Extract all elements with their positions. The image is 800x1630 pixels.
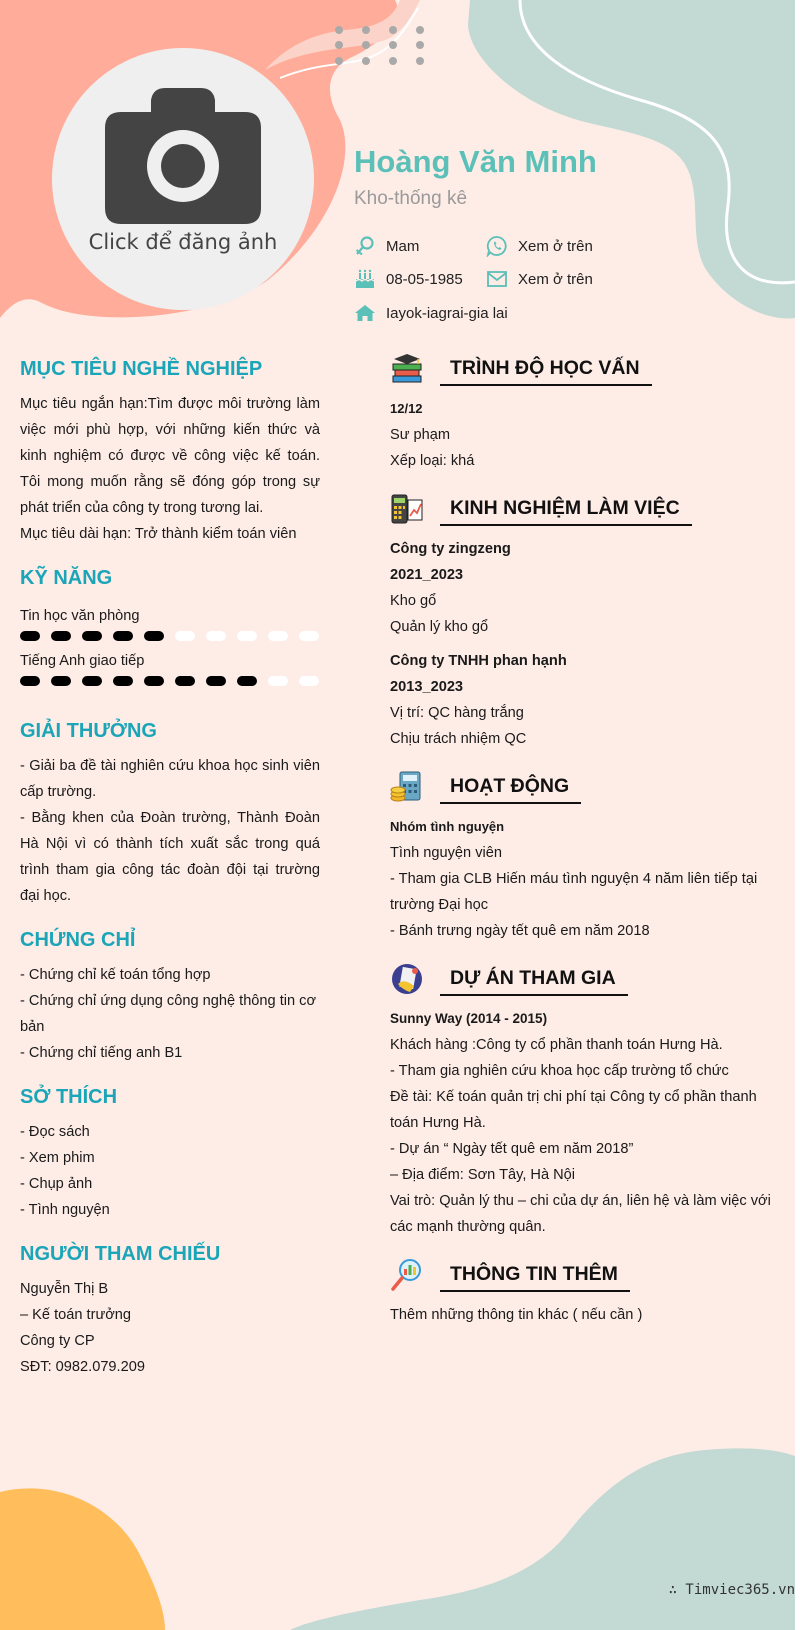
gender-value: Mam — [386, 237, 420, 255]
photo-upload-label: Click để đăng ảnh — [88, 230, 278, 254]
job-company: Công ty TNHH phan hạnh — [390, 653, 567, 669]
calculator-document-icon — [390, 492, 424, 526]
job-description: Quản lý kho gổ — [390, 619, 489, 635]
envelope-icon — [486, 268, 508, 290]
skill-segment-filled — [144, 676, 164, 686]
address-value: Iayok-iagrai-gia lai — [386, 304, 508, 322]
project-line: - Dự án “ Ngày tết quê em năm 2018” — [390, 1141, 634, 1157]
camera-icon — [103, 88, 263, 228]
candidate-name: Hoàng Văn Minh — [354, 144, 597, 179]
address-info — [354, 302, 508, 324]
reference-role: – Kế toán trưởng — [20, 1307, 132, 1323]
calculator-coins-icon — [390, 770, 424, 804]
job-position: Vị trí: QC hàng trắng — [390, 705, 524, 721]
skill-segment-filled — [144, 631, 164, 641]
reference-phone: SĐT: 0982.079.209 — [20, 1359, 145, 1375]
job-period: 2021_2023 — [390, 567, 464, 583]
job-title: Kho-thống kê — [354, 188, 468, 209]
skill-segment-filled — [20, 676, 40, 686]
activity-item: - Tham gia CLB Hiến máu tình nguyện 4 năm liên tiếp tại trường Đại học — [390, 871, 758, 913]
skill-segment-filled — [51, 631, 71, 641]
experience-title: KINH NGHIỆM LÀM VIỆC — [440, 497, 692, 526]
project-line: Khách hàng :Công ty cổ phần thanh toán Hưng Hà. — [390, 1037, 723, 1053]
activity-role: Tình nguyện viên — [390, 845, 502, 861]
hobby-item: - Chụp ảnh — [20, 1176, 93, 1192]
certificate-item: - Chứng chỉ tiếng anh B1 — [20, 1045, 183, 1061]
job-entry — [390, 648, 780, 752]
certificate-item: - Chứng chỉ kế toán tổng hợp — [20, 967, 211, 983]
mint-bottom-blob — [290, 1448, 795, 1630]
skill-segment-empty — [268, 676, 288, 686]
skill-segment-filled — [20, 631, 40, 641]
skill-segment-filled — [175, 676, 195, 686]
project-line: Đề tài: Kế toán quản trị chi phí tại Công ty cổ phần thanh toán Hưng Hà. — [390, 1089, 757, 1131]
project-line: - Tham gia nghiên cứu khoa học cấp trường tổ chức — [390, 1063, 729, 1079]
avatar-upload[interactable] — [52, 48, 314, 310]
phone-info — [486, 235, 593, 257]
skills-section — [20, 567, 320, 686]
phone-value: Xem ở trên — [518, 237, 593, 255]
skill-segment-filled — [51, 676, 71, 686]
job-entry — [390, 536, 780, 640]
education-period: 12/12 — [390, 401, 423, 416]
objective-long-term: Mục tiêu dài hạn: Trở thành kiểm toán viên — [20, 526, 297, 542]
additional-section — [390, 1254, 780, 1328]
award-item: - Bằng khen của Đoàn trường, Thành Đoàn Hà Nội vì có thành tích xuất sắc trong quá trình tham gia công tác đoàn đội tại trường đại học. — [20, 810, 320, 904]
birthday-value: 08-05-1985 — [386, 270, 463, 288]
home-icon — [354, 302, 376, 324]
hobby-item: - Tình nguyện — [20, 1202, 110, 1218]
books-graduation-cap-icon — [390, 352, 424, 386]
skill-bar-office — [20, 631, 320, 641]
certificate-item: - Chứng chỉ ứng dụng công nghệ thông tin cơ bản — [20, 993, 317, 1035]
award-item: - Giải ba đề tài nghiên cứu khoa học sinh viên cấp trường. — [20, 758, 320, 800]
skill-segment-empty — [268, 631, 288, 641]
project-name: Sunny Way (2014 - 2015) — [390, 1011, 548, 1026]
job-period: 2013_2023 — [390, 679, 464, 695]
certificates-section — [20, 929, 320, 1066]
email-value: Xem ở trên — [518, 270, 593, 288]
yellow-blob — [0, 1488, 165, 1630]
whatsapp-icon — [486, 235, 508, 257]
skill-segment-empty — [237, 631, 257, 641]
skill-segment-filled — [206, 676, 226, 686]
skill-segment-filled — [82, 631, 102, 641]
activities-title: HOẠT ĐỘNG — [440, 775, 581, 804]
hobbies-title: SỞ THÍCH — [20, 1086, 118, 1108]
skill-bar-english — [20, 676, 320, 686]
additional-text: Thêm những thông tin khác ( nếu cần ) — [390, 1307, 643, 1323]
skill-segment-filled — [113, 631, 133, 641]
projects-section — [390, 958, 780, 1240]
education-grade: Xếp loại: khá — [390, 453, 475, 469]
skill-label-office: Tin học văn phòng — [20, 608, 140, 624]
right-column — [390, 348, 780, 1342]
project-document-icon — [390, 962, 424, 996]
projects-title: DỰ ÁN THAM GIA — [440, 967, 628, 996]
left-column — [20, 358, 320, 1400]
email-info — [486, 268, 593, 290]
skill-segment-empty — [299, 676, 319, 686]
objective-title: MỤC TIÊU NGHỀ NGHIỆP — [20, 358, 263, 380]
activity-item: - Bánh trưng ngày tết quê em năm 2018 — [390, 923, 650, 939]
skills-title: KỸ NĂNG — [20, 567, 113, 589]
skill-segment-filled — [82, 676, 102, 686]
gender-icon — [354, 235, 376, 257]
skill-segment-empty — [299, 631, 319, 641]
awards-title: GIẢI THƯỞNG — [20, 720, 157, 742]
certificates-title: CHỨNG CHỈ — [20, 929, 136, 951]
job-position: Kho gổ — [390, 593, 437, 609]
magnifier-chart-icon — [390, 1258, 424, 1292]
references-title: NGƯỜI THAM CHIẾU — [20, 1243, 221, 1265]
references-section — [20, 1243, 320, 1380]
reference-company: Công ty CP — [20, 1333, 95, 1349]
birthday-info — [354, 268, 463, 290]
job-company: Công ty zingzeng — [390, 541, 511, 557]
skill-segment-empty — [175, 631, 195, 641]
experience-section — [390, 488, 780, 752]
education-major: Sư phạm — [390, 427, 451, 443]
hobby-item: - Đọc sách — [20, 1124, 90, 1140]
skill-label-english: Tiếng Anh giao tiếp — [20, 653, 145, 669]
hobbies-section — [20, 1086, 320, 1223]
skill-segment-filled — [113, 676, 133, 686]
reference-name: Nguyễn Thị B — [20, 1281, 109, 1297]
watermark: ∴ Timviec365.vn — [668, 1582, 795, 1598]
skill-segment-filled — [237, 676, 257, 686]
activities-section — [390, 766, 780, 944]
birthday-cake-icon — [354, 268, 376, 290]
project-line: Vai trò: Quản lý thu – chi của dự án, liên hệ và làm việc với các mạnh thường quân. — [390, 1193, 771, 1235]
objective-section — [20, 358, 320, 547]
project-line: – Địa điểm: Sơn Tây, Hà Nội — [390, 1167, 576, 1183]
awards-section — [20, 720, 320, 909]
hobby-item: - Xem phim — [20, 1150, 95, 1166]
gender-info — [354, 235, 419, 257]
education-section — [390, 348, 780, 474]
skill-segment-empty — [206, 631, 226, 641]
education-title: TRÌNH ĐỘ HỌC VẤN — [440, 357, 652, 386]
additional-title: THÔNG TIN THÊM — [440, 1263, 630, 1292]
activity-org: Nhóm tình nguyện — [390, 819, 505, 834]
job-description: Chịu trách nhiệm QC — [390, 731, 527, 747]
objective-short-term: Mục tiêu ngắn hạn:Tìm được môi trường làm việc mới phù hợp, với những kiến thức và kinh nghiệm có được về công việc kế toán. Tôi mong muốn rằng sẽ đóng góp trong sự phát triển của công ty trong tương lai. — [20, 396, 320, 516]
